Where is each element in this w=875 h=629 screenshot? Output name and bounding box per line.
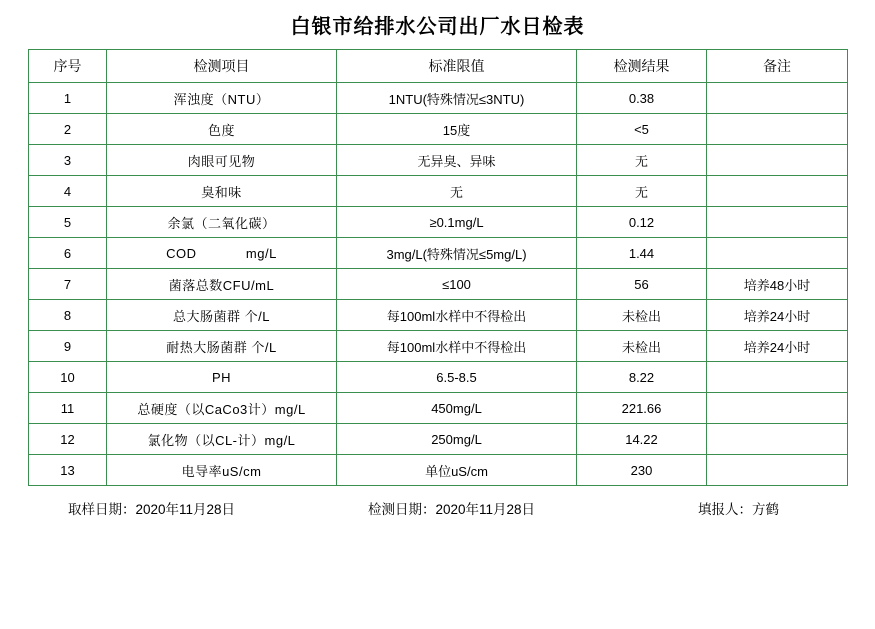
- cell-limit: 450mg/L: [337, 393, 577, 424]
- cell-item: 菌落总数CFU/mL: [107, 269, 337, 300]
- cell-limit: 3mg/L(特殊情况≤5mg/L): [337, 238, 577, 269]
- cell-result: 0.38: [577, 83, 707, 114]
- cell-remark: [707, 362, 848, 393]
- cell-result: 56: [577, 269, 707, 300]
- cell-result: 221.66: [577, 393, 707, 424]
- cell-item: 余氯（二氧化碳）: [107, 207, 337, 238]
- table-row: [29, 114, 848, 145]
- cell-result: 230: [577, 455, 707, 486]
- cell-no: 10: [29, 362, 107, 393]
- testing-date: 检测日期：2020年11月28日: [368, 502, 536, 517]
- cell-result: 未检出: [577, 300, 707, 331]
- cell-item: 总大肠菌群 个/L: [107, 300, 337, 331]
- table-row: [29, 300, 848, 331]
- cell-item: PH: [107, 362, 337, 393]
- cell-result: 1.44: [577, 238, 707, 269]
- cell-limit: 每100ml水样中不得检出: [337, 300, 577, 331]
- table-row: [29, 362, 848, 393]
- column-header-item: 检测项目: [107, 50, 337, 83]
- cell-no: 6: [29, 238, 107, 269]
- cell-no: 8: [29, 300, 107, 331]
- cell-no: 3: [29, 145, 107, 176]
- cell-limit: 15度: [337, 114, 577, 145]
- cell-no: 7: [29, 269, 107, 300]
- column-header-limit: 标准限值: [337, 50, 577, 83]
- column-header-result: 检测结果: [577, 50, 707, 83]
- cell-remark: [707, 393, 848, 424]
- cell-no: 4: [29, 176, 107, 207]
- table-row: [29, 83, 848, 114]
- cell-limit: 无: [337, 176, 577, 207]
- cell-remark: [707, 176, 848, 207]
- table-row: [29, 176, 848, 207]
- cell-limit: 1NTU(特殊情况≤3NTU): [337, 83, 577, 114]
- table-row: [29, 269, 848, 300]
- cell-no: 9: [29, 331, 107, 362]
- water-quality-table: [28, 49, 848, 486]
- cell-item: COD mg/L: [107, 238, 337, 269]
- cell-item: 臭和味: [107, 176, 337, 207]
- footer-info: [28, 486, 847, 518]
- column-header-no: 序号: [29, 50, 107, 83]
- cell-limit: ≥0.1mg/L: [337, 207, 577, 238]
- cell-remark: 培养24小时: [707, 300, 848, 331]
- cell-remark: 培养48小时: [707, 269, 848, 300]
- cell-limit: 250mg/L: [337, 424, 577, 455]
- cell-item: 电导率uS/cm: [107, 455, 337, 486]
- cell-limit: ≤100: [337, 269, 577, 300]
- table-row: [29, 238, 848, 269]
- table-row: [29, 455, 848, 486]
- table-row: [29, 207, 848, 238]
- cell-no: 12: [29, 424, 107, 455]
- cell-item: 总硬度（以CaCo3计）mg/L: [107, 393, 337, 424]
- cell-result: 无: [577, 145, 707, 176]
- reporter-name: 填报人：方鹤: [698, 502, 779, 517]
- cell-remark: [707, 424, 848, 455]
- cell-item: 肉眼可见物: [107, 145, 337, 176]
- cell-remark: [707, 83, 848, 114]
- cell-result: <5: [577, 114, 707, 145]
- table-row: [29, 145, 848, 176]
- cell-remark: [707, 455, 848, 486]
- cell-result: 8.22: [577, 362, 707, 393]
- cell-result: 未检出: [577, 331, 707, 362]
- cell-result: 14.22: [577, 424, 707, 455]
- cell-remark: 培养24小时: [707, 331, 848, 362]
- table-row: [29, 424, 848, 455]
- cell-limit: 6.5-8.5: [337, 362, 577, 393]
- cell-item: 色度: [107, 114, 337, 145]
- cell-result: 0.12: [577, 207, 707, 238]
- cell-no: 13: [29, 455, 107, 486]
- cell-no: 11: [29, 393, 107, 424]
- report-table-container: [28, 49, 847, 486]
- cell-no: 5: [29, 207, 107, 238]
- cell-remark: [707, 145, 848, 176]
- cell-remark: [707, 238, 848, 269]
- page-title: 白银市给排水公司出厂水日检表: [290, 16, 585, 38]
- table-row: [29, 331, 848, 362]
- sampling-date: 取样日期：2020年11月28日: [68, 502, 236, 517]
- cell-no: 2: [29, 114, 107, 145]
- cell-no: 1: [29, 83, 107, 114]
- cell-item: 浑浊度（NTU）: [107, 83, 337, 114]
- cell-limit: 每100ml水样中不得检出: [337, 331, 577, 362]
- table-row: [29, 393, 848, 424]
- cell-limit: 无异臭、异味: [337, 145, 577, 176]
- cell-remark: [707, 207, 848, 238]
- cell-result: 无: [577, 176, 707, 207]
- cell-limit: 单位uS/cm: [337, 455, 577, 486]
- cell-remark: [707, 114, 848, 145]
- table-header-row: [29, 50, 848, 83]
- cell-item: 氯化物（以CL-计）mg/L: [107, 424, 337, 455]
- cell-item: 耐热大肠菌群 个/L: [107, 331, 337, 362]
- column-header-remark: 备注: [707, 50, 848, 83]
